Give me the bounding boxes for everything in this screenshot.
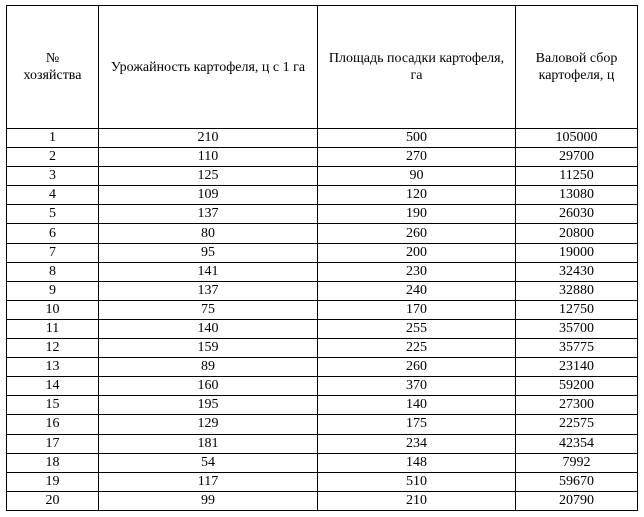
cell-farm-number: 7 bbox=[7, 243, 99, 262]
cell-area: 510 bbox=[318, 472, 516, 491]
cell-gross-harvest: 35775 bbox=[516, 339, 638, 358]
cell-yield: 117 bbox=[99, 472, 318, 491]
cell-gross-harvest: 12750 bbox=[516, 300, 638, 319]
cell-yield: 99 bbox=[99, 491, 318, 510]
cell-yield: 159 bbox=[99, 339, 318, 358]
cell-area: 200 bbox=[318, 243, 516, 262]
table-row bbox=[7, 281, 638, 300]
cell-yield: 141 bbox=[99, 262, 318, 281]
cell-gross-harvest: 26030 bbox=[516, 205, 638, 224]
table-row bbox=[7, 319, 638, 338]
cell-farm-number: 5 bbox=[7, 205, 99, 224]
cell-gross-harvest: 32880 bbox=[516, 281, 638, 300]
header-area: Площадь посадки картофеля, га bbox=[318, 6, 516, 129]
cell-farm-number: 20 bbox=[7, 491, 99, 510]
table-row bbox=[7, 415, 638, 434]
cell-farm-number: 3 bbox=[7, 167, 99, 186]
cell-gross-harvest: 42354 bbox=[516, 434, 638, 453]
table-row bbox=[7, 377, 638, 396]
cell-farm-number: 10 bbox=[7, 300, 99, 319]
cell-gross-harvest: 105000 bbox=[516, 129, 638, 148]
cell-area: 140 bbox=[318, 396, 516, 415]
table-row bbox=[7, 358, 638, 377]
table-row bbox=[7, 396, 638, 415]
cell-gross-harvest: 59670 bbox=[516, 472, 638, 491]
cell-yield: 195 bbox=[99, 396, 318, 415]
cell-gross-harvest: 11250 bbox=[516, 167, 638, 186]
table-row bbox=[7, 472, 638, 491]
cell-gross-harvest: 27300 bbox=[516, 396, 638, 415]
cell-area: 270 bbox=[318, 148, 516, 167]
cell-area: 260 bbox=[318, 358, 516, 377]
cell-area: 120 bbox=[318, 186, 516, 205]
header-yield: Урожайность картофеля, ц с 1 га bbox=[99, 6, 318, 129]
table-row bbox=[7, 148, 638, 167]
table-row bbox=[7, 167, 638, 186]
cell-area: 240 bbox=[318, 281, 516, 300]
cell-area: 225 bbox=[318, 339, 516, 358]
cell-area: 370 bbox=[318, 377, 516, 396]
table-row bbox=[7, 186, 638, 205]
cell-farm-number: 12 bbox=[7, 339, 99, 358]
cell-gross-harvest: 35700 bbox=[516, 319, 638, 338]
cell-gross-harvest: 20790 bbox=[516, 491, 638, 510]
cell-farm-number: 6 bbox=[7, 224, 99, 243]
table-row bbox=[7, 243, 638, 262]
cell-yield: 89 bbox=[99, 358, 318, 377]
cell-gross-harvest: 7992 bbox=[516, 453, 638, 472]
cell-yield: 137 bbox=[99, 205, 318, 224]
table-row bbox=[7, 224, 638, 243]
table-row bbox=[7, 453, 638, 472]
cell-area: 210 bbox=[318, 491, 516, 510]
cell-gross-harvest: 20800 bbox=[516, 224, 638, 243]
cell-farm-number: 15 bbox=[7, 396, 99, 415]
cell-yield: 109 bbox=[99, 186, 318, 205]
cell-farm-number: 14 bbox=[7, 377, 99, 396]
cell-area: 175 bbox=[318, 415, 516, 434]
cell-farm-number: 2 bbox=[7, 148, 99, 167]
cell-area: 500 bbox=[318, 129, 516, 148]
cell-gross-harvest: 59200 bbox=[516, 377, 638, 396]
cell-gross-harvest: 13080 bbox=[516, 186, 638, 205]
header-farm-number: № хозяйства bbox=[7, 6, 99, 129]
cell-yield: 125 bbox=[99, 167, 318, 186]
cell-gross-harvest: 22575 bbox=[516, 415, 638, 434]
cell-area: 234 bbox=[318, 434, 516, 453]
cell-gross-harvest: 19000 bbox=[516, 243, 638, 262]
cell-yield: 140 bbox=[99, 319, 318, 338]
table-row bbox=[7, 262, 638, 281]
cell-farm-number: 11 bbox=[7, 319, 99, 338]
cell-yield: 137 bbox=[99, 281, 318, 300]
cell-farm-number: 13 bbox=[7, 358, 99, 377]
cell-area: 90 bbox=[318, 167, 516, 186]
table-row bbox=[7, 205, 638, 224]
cell-area: 255 bbox=[318, 319, 516, 338]
cell-yield: 129 bbox=[99, 415, 318, 434]
table-row bbox=[7, 434, 638, 453]
cell-farm-number: 19 bbox=[7, 472, 99, 491]
header-gross-harvest: Валовой сбор картофеля, ц bbox=[516, 6, 638, 129]
table-row bbox=[7, 300, 638, 319]
cell-gross-harvest: 29700 bbox=[516, 148, 638, 167]
table-row bbox=[7, 339, 638, 358]
cell-yield: 160 bbox=[99, 377, 318, 396]
cell-gross-harvest: 23140 bbox=[516, 358, 638, 377]
table-row bbox=[7, 129, 638, 148]
cell-farm-number: 1 bbox=[7, 129, 99, 148]
cell-yield: 110 bbox=[99, 148, 318, 167]
cell-yield: 95 bbox=[99, 243, 318, 262]
cell-farm-number: 9 bbox=[7, 281, 99, 300]
table-row bbox=[7, 491, 638, 510]
cell-farm-number: 16 bbox=[7, 415, 99, 434]
potato-harvest-table bbox=[6, 5, 638, 511]
header-row bbox=[7, 6, 638, 129]
cell-farm-number: 18 bbox=[7, 453, 99, 472]
cell-farm-number: 4 bbox=[7, 186, 99, 205]
cell-yield: 181 bbox=[99, 434, 318, 453]
cell-area: 190 bbox=[318, 205, 516, 224]
cell-farm-number: 17 bbox=[7, 434, 99, 453]
cell-area: 148 bbox=[318, 453, 516, 472]
cell-gross-harvest: 32430 bbox=[516, 262, 638, 281]
cell-yield: 80 bbox=[99, 224, 318, 243]
cell-farm-number: 8 bbox=[7, 262, 99, 281]
table-body bbox=[7, 129, 638, 511]
cell-area: 230 bbox=[318, 262, 516, 281]
cell-yield: 54 bbox=[99, 453, 318, 472]
cell-yield: 210 bbox=[99, 129, 318, 148]
cell-yield: 75 bbox=[99, 300, 318, 319]
cell-area: 260 bbox=[318, 224, 516, 243]
cell-area: 170 bbox=[318, 300, 516, 319]
